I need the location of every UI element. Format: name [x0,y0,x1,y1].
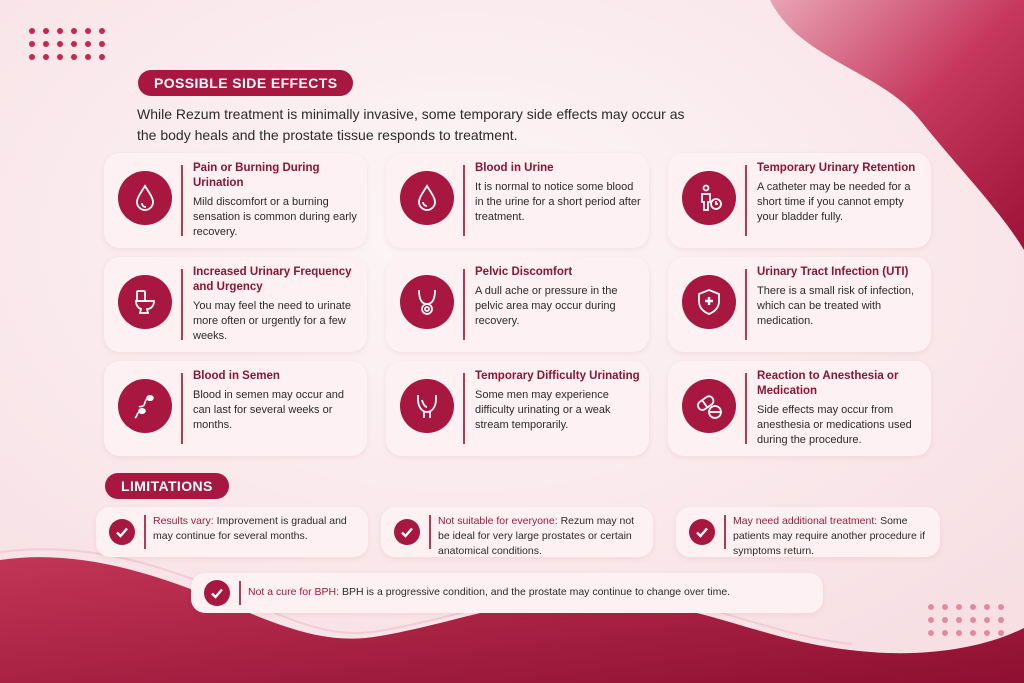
side-effect-description: Some men may experience difficulty urinating or a weak stream temporarily. [475,389,611,431]
limitation-divider [429,515,431,549]
limitation-label: Results vary: [153,515,214,527]
side-effect-title: Temporary Urinary Retention [757,162,916,174]
side-effect-card [104,361,367,456]
side-effect-title: Increased Urinary Frequency and Urgency [193,266,352,293]
card-divider [463,269,465,340]
side-effect-title: Pain or Burning During Urination [193,162,320,189]
side-effect-card [668,257,931,352]
card-divider [463,165,465,236]
card-divider [463,373,465,444]
side-effect-title: Urinary Tract Infection (UTI) [757,266,909,278]
side-effect-title: Blood in Urine [475,162,554,174]
side-effect-card [386,361,649,456]
side-effect-title: Temporary Difficulty Urinating [475,370,640,382]
side-effect-description: Side effects may occur from anesthesia or medications used during the procedure. [757,404,912,446]
check-icon [204,580,230,606]
limitation-divider [724,515,726,549]
check-icon [394,519,420,545]
limitation-text: Some patients may require another procedure if symptoms return. [733,515,926,557]
side-effect-description: A dull ache or pressure in the pelvic area may occur during recovery. [475,285,618,327]
limitation-divider [239,581,241,605]
card-divider [745,269,747,340]
side-effect-card [104,153,367,248]
pelvic-icon [400,275,454,329]
side-effect-card [386,257,649,352]
check-icon [109,519,135,545]
burning-drop-icon [118,171,172,225]
limitation-text: Rezum may not be ideal for very large prostates or certain anatomical conditions. [438,515,635,557]
side-effect-card [668,361,931,456]
side-effect-card [104,257,367,352]
side-effect-title: Pelvic Discomfort [475,266,573,278]
intro-text: While Rezum treatment is minimally invasive, some temporary side effects may occur as the body heals and the prostate tissue responds to treatment. [137,106,685,143]
card-divider [181,165,183,236]
limitation-label: Not a cure for BPH: [248,586,340,598]
side-effect-description: You may feel the need to urinate more often or urgently for a few weeks. [193,300,351,342]
blood-drop-icon [400,171,454,225]
limitation-divider [144,515,146,549]
decorative-dots-bottom [928,604,1005,636]
side-effect-description: It is normal to notice some blood in the urine for a short period after treatment. [475,181,641,223]
card-divider [181,269,183,340]
limitation-card [676,507,940,557]
limitation-card [381,507,653,557]
card-divider [745,165,747,236]
side-effects-heading: POSSIBLE SIDE EFFECTS [138,70,353,96]
shield-plus-icon [682,275,736,329]
limitation-label: Not suitable for everyone: [438,515,558,527]
pills-icon [682,379,736,433]
card-divider [745,373,747,444]
card-divider [181,373,183,444]
limitation-label: May need additional treatment: [733,515,878,527]
limitation-card [96,507,368,557]
limitations-heading: LIMITATIONS [105,473,229,499]
decorative-dots-top [29,28,106,60]
side-effect-description: There is a small risk of infection, which can be treated with medication. [757,285,915,327]
side-effect-title: Blood in Semen [193,370,280,382]
bladder-icon [400,379,454,433]
side-effect-description: Blood in semen may occur and can last for several weeks or months. [193,389,345,431]
limitation-text: Improvement is gradual and may continue for several months. [153,515,347,542]
limitation-text: BPH is a progressive condition, and the prostate may continue to change over time. [339,586,731,598]
side-effect-description: A catheter may be needed for a short time if you cannot empty your bladder fully. [757,181,911,223]
limitation-card [191,573,823,613]
sperm-icon [118,379,172,433]
side-effect-card [386,153,649,248]
person-clock-icon [682,171,736,225]
side-effect-card [668,153,931,248]
check-icon [689,519,715,545]
side-effect-title: Reaction to Anesthesia or Medication [757,370,899,397]
side-effect-description: Mild discomfort or a burning sensation is common during early recovery. [193,196,357,238]
toilet-icon [118,275,172,329]
